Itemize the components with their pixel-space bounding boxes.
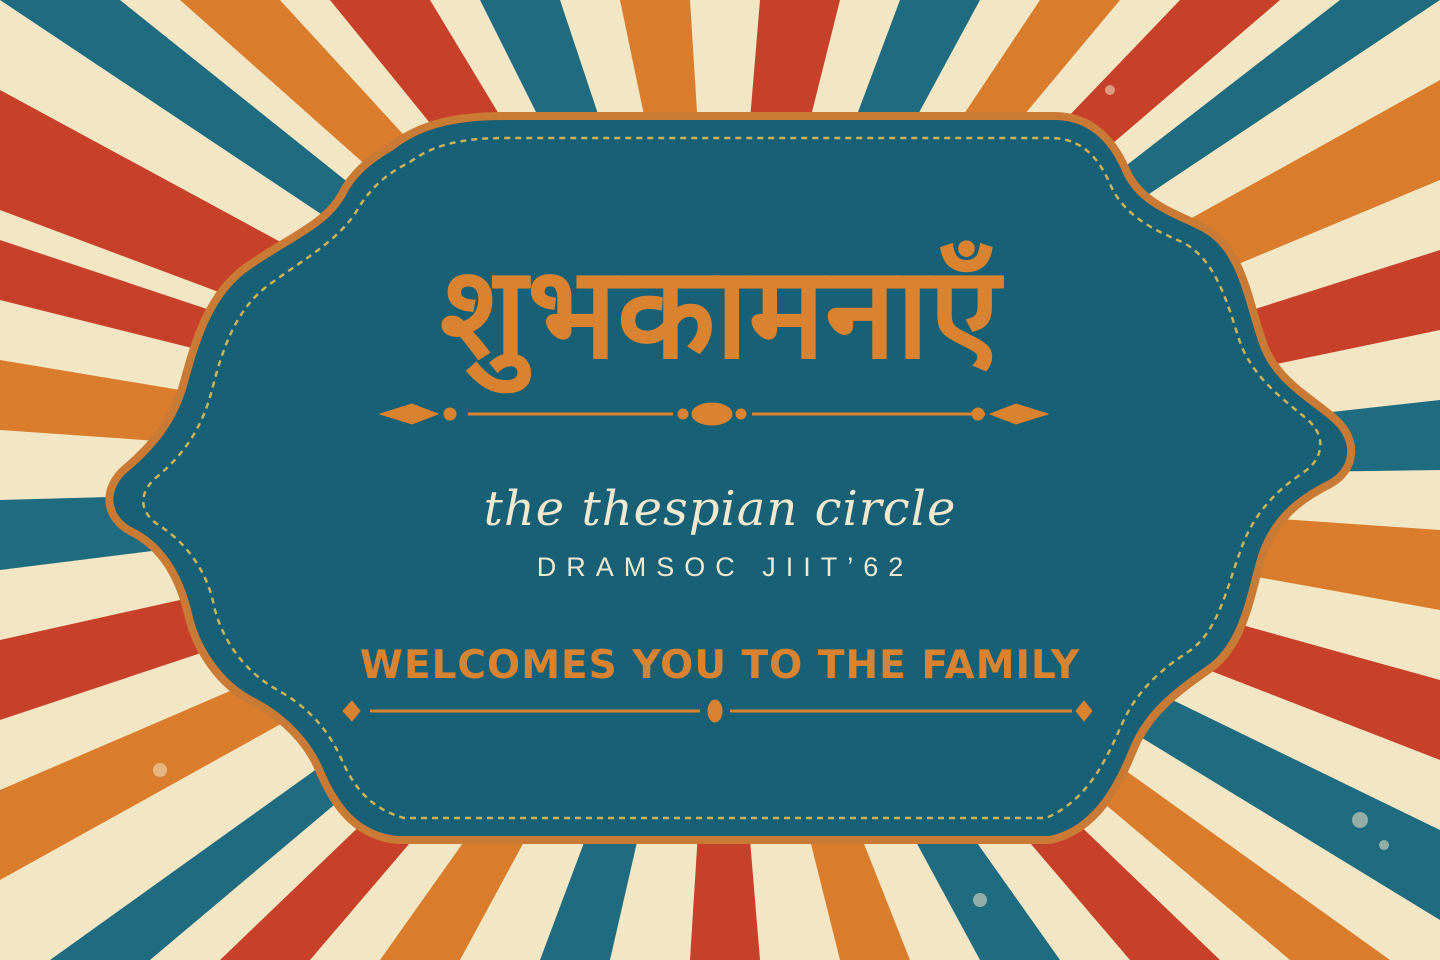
- ornament-right-knob: [972, 408, 984, 420]
- welcome-message: WELCOMES YOU TO THE FAMILY: [359, 643, 1081, 688]
- ornament-center-oval: [692, 403, 732, 425]
- ornament-left-knob: [444, 408, 456, 420]
- hindi-headline: शुभकामनाएँ: [439, 239, 1000, 388]
- ornament-dot-left: [678, 409, 688, 419]
- plaque-outer-border: [109, 116, 1351, 840]
- organization-name: the thespian circle: [483, 481, 957, 537]
- ornament-center-oval: [708, 700, 722, 722]
- organization-subtitle: DRAMSOC JIIT’62: [536, 552, 914, 582]
- ornament-dot-right: [736, 409, 746, 419]
